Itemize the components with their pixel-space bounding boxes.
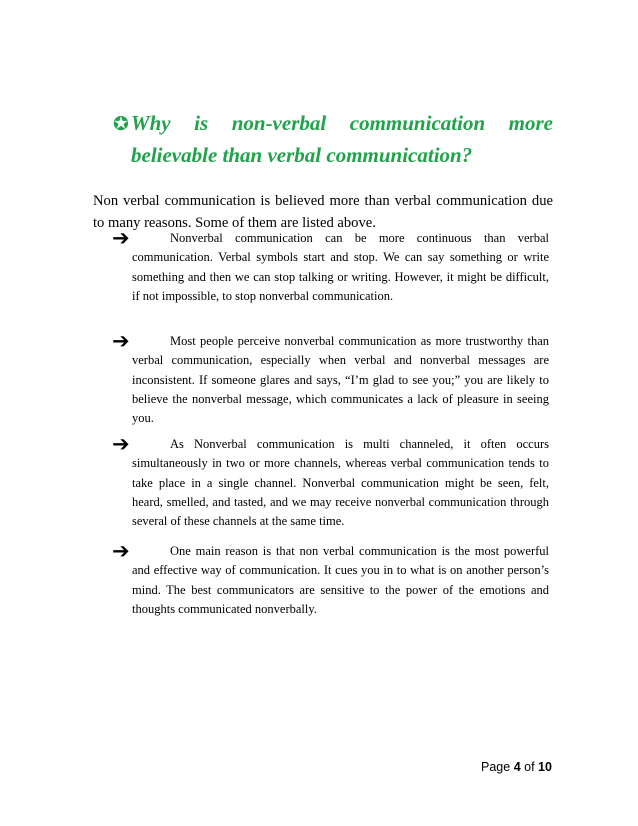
list-item-text-content: One main reason is that non verbal communication is the most powerful and effective way of communication. It cues you in to what is on another person’s mind. The best communicators are sensitive to the power of the emotions and thoughts communicated nonverbally.	[132, 544, 549, 616]
arrow-right-icon: ➔	[112, 226, 130, 250]
list-item-text	[112, 435, 549, 531]
list-item-text	[112, 229, 549, 306]
star-bullet-icon: ✪	[113, 114, 129, 135]
arrow-right-icon: ➔	[112, 329, 130, 353]
arrow-right-icon: ➔	[112, 539, 130, 563]
heading-line-2: believable than verbal communication?	[131, 143, 473, 167]
list-item-text	[112, 332, 549, 428]
section-heading	[113, 108, 553, 170]
list-item	[112, 329, 549, 428]
heading-line-1	[113, 108, 553, 140]
of-label: of	[524, 760, 535, 774]
total-pages-number: 10	[538, 760, 552, 774]
list-item-text-content: As Nonverbal communication is multi channeled, it often occurs simultaneously in two or more channels, whereas verbal communication tends to take place in a single channel. Nonverbal communication might be seen, felt, heard, smelled, and tasted, and we may receive nonverbal communication through several of these channels at the same time.	[132, 437, 549, 529]
page-number-footer	[481, 760, 552, 774]
list-item	[112, 226, 549, 306]
page-label: Page	[481, 760, 511, 774]
list-item	[112, 432, 549, 531]
list-item	[112, 539, 549, 619]
list-item-text-content: Most people perceive nonverbal communication as more trustworthy than verbal communication, especially when verbal and nonverbal messages are inconsistent. If someone glares and says, “I’m glad to see you;” you are likely to believe the nonverbal message, which communicates a lack of pleasure in seeing you.	[132, 334, 549, 426]
intro-paragraph: Non verbal communication is believed more than verbal communication due to many reasons. Some of them are listed above.	[93, 192, 553, 231]
current-page-number: 4	[513, 760, 521, 774]
list-item-text	[112, 542, 549, 619]
list-item-text-content: Nonverbal communication can be more continuous than verbal communication. Verbal symbols start and stop. We can say something or write something and then we can stop talking or writing. However, it might be difficult, if not impossible, to stop nonverbal communication.	[132, 231, 549, 303]
arrow-right-icon: ➔	[112, 432, 130, 456]
heading-line-1-text: Why is non-verbal communication more	[130, 111, 553, 135]
